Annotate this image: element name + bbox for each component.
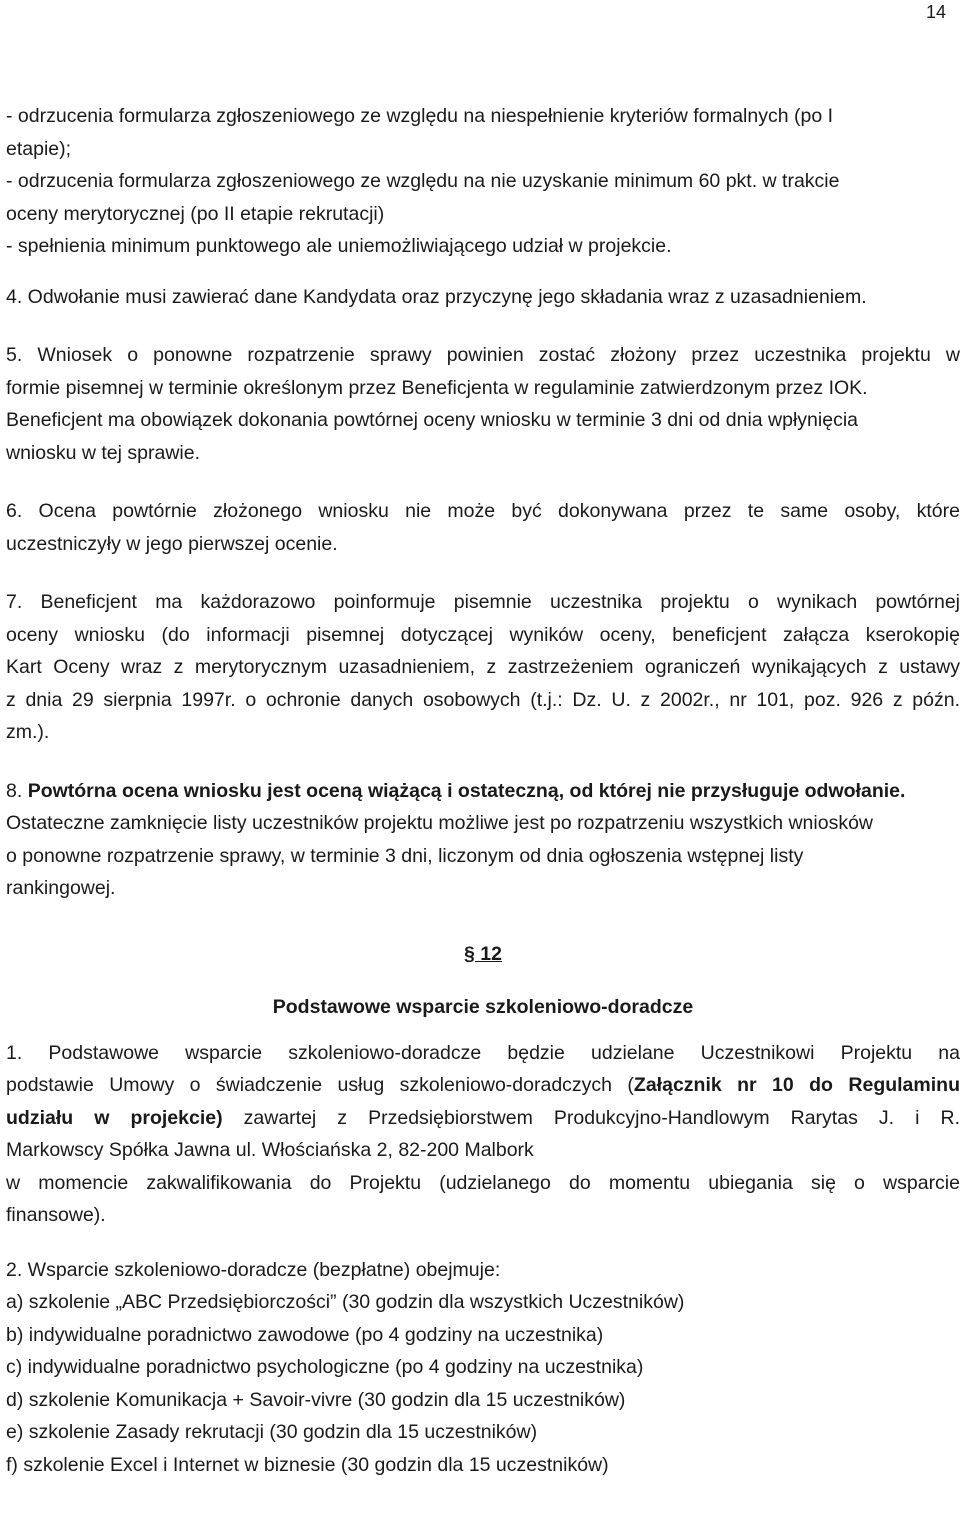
intro-line: - odrzucenia formularza zgłoszeniowego ze względu na niespełnienie kryteriów formalnych (po I <box>6 105 833 127</box>
annex-reference: udziału w projekcie) <box>6 1106 223 1129</box>
paragraph-line: 6. Ocena powtórnie złożonego wniosku nie może być dokonywana przez te same osoby, które <box>6 500 960 522</box>
paragraph-line: o ponowne rozpatrzenie sprawy, w terminie 3 dni, liczonym od dnia ogłoszenia wstępnej listy <box>6 844 804 867</box>
paragraph-line: podstawie Umowy o świadczenie usług szkoleniowo-doradczych (Załącznik nr 10 do Regulaminu <box>6 1074 960 1096</box>
paragraph-line: 5. Wniosek o ponowne rozpatrzenie sprawy powinien zostać złożony przez uczestnika projektu w <box>6 344 960 366</box>
paragraph-line: Kart Oceny wraz z merytorycznym uzasadnieniem, z zastrzeżeniem ograniczeń wynikających z ustawy <box>6 656 960 678</box>
intro-line: - spełnienia minimum punktowego ale uniemożliwiającego udział w projekcie. <box>6 235 672 257</box>
paragraph-line: formie pisemnej w terminie określonym przez Beneficjenta w regulaminie zatwierdzonym przez IOK. <box>6 376 868 399</box>
section-point-2 <box>6 1254 960 1482</box>
list-item: c) indywidualne poradnictwo psychologiczne (po 4 godziny na uczestnika) <box>6 1356 644 1378</box>
annex-reference: Załącznik nr 10 do Regulaminu <box>633 1074 960 1096</box>
paragraph-4: 4. Odwołanie musi zawierać dane Kandydata oraz przyczynę jego składania wraz z uzasadnieniem. <box>6 285 867 308</box>
section-title: Podstawowe wsparcie szkoleniowo-doradcze <box>272 995 694 1018</box>
intro-list <box>6 100 960 263</box>
section-point-1 <box>6 1037 960 1232</box>
paragraph-line: Markowscy Spółka Jawna ul. Włościańska 2, 82-200 Malbork <box>6 1139 534 1161</box>
list-item: b) indywidualne poradnictwo zawodowe (po 4 godziny na uczestnika) <box>6 1323 604 1346</box>
paragraph-line <box>6 775 960 808</box>
list-item: e) szkolenie Zasady rekrutacji (30 godzin dla 15 uczestników) <box>6 1421 538 1443</box>
paragraph-line: Beneficjent ma obowiązek dokonania powtórnej oceny wniosku w terminie 3 dni od dnia wpłynięcia <box>6 409 858 431</box>
bold-statement: Powtórna ocena wniosku jest oceną wiążącą i ostateczną, od której nie przysługuje odwołanie. <box>27 779 906 802</box>
paragraph-line: uczestniczyły w jego pierwszej ocenie. <box>6 532 338 555</box>
paragraph-line: 2. Wsparcie szkoleniowo-doradcze (bezpłatne) obejmuje: <box>6 1258 501 1281</box>
document-body <box>6 100 960 1481</box>
paragraph-7 <box>6 586 960 749</box>
paragraph-6 <box>6 495 960 560</box>
page-number: 14 <box>925 2 946 22</box>
list-item: a) szkolenie „ABC Przedsiębiorczości” (30 godzin dla wszystkich Uczestników) <box>6 1291 685 1313</box>
paragraph-line: oceny wniosku (do informacji pisemnej dotyczącej wyników oceny, beneficjent załącza kserokopię <box>6 623 960 646</box>
intro-line: oceny merytorycznej (po II etapie rekrutacji) <box>6 202 385 225</box>
paragraph-number: 8. <box>6 779 28 802</box>
paragraph-line: wniosku w tej sprawie. <box>6 441 200 464</box>
paragraph-line: rankingowej. <box>6 877 116 899</box>
list-item: d) szkolenie Komunikacja + Savoir-vivre (30 godzin dla 15 uczestników) <box>6 1388 626 1411</box>
paragraph-line: udziału w projekcie) zawartej z Przedsiębiorstwem Produkcyjno-Handlowym Rarytas J. i R. <box>6 1106 960 1129</box>
paragraph-line: zm.). <box>6 721 50 743</box>
paragraph-line: 7. Beneficjent ma każdorazowo poinformuje pisemnie uczestnika projektu o wynikach powtórnej <box>6 591 960 613</box>
paragraph-line: Ostateczne zamknięcie listy uczestników projektu możliwe jest po rozpatrzeniu wszystkich wniosków <box>6 812 873 834</box>
paragraph-5 <box>6 339 960 469</box>
paragraph-line: 1. Podstawowe wsparcie szkoleniowo-doradcze będzie udzielane Uczestnikowi Projektu na <box>6 1041 960 1064</box>
intro-line: - odrzucenia formularza zgłoszeniowego ze względu na nie uzyskanie minimum 60 pkt. w trakcie <box>6 170 840 192</box>
intro-line: etapie); <box>6 137 72 160</box>
section-sign: § 12 <box>464 942 502 965</box>
paragraph-line: finansowe). <box>6 1204 106 1226</box>
paragraph-8 <box>6 775 960 905</box>
paragraph-line: w momencie zakwalifikowania do Projektu (udzielanego do momentu ubiegania się o wsparcie <box>6 1171 960 1194</box>
list-item: f) szkolenie Excel i Internet w biznesie (30 godzin dla 15 uczestników) <box>6 1453 609 1476</box>
paragraph-line: z dnia 29 sierpnia 1997r. o ochronie danych osobowych (t.j.: Dz. U. z 2002r., nr 101, poz. 926 z późn. <box>6 688 960 711</box>
